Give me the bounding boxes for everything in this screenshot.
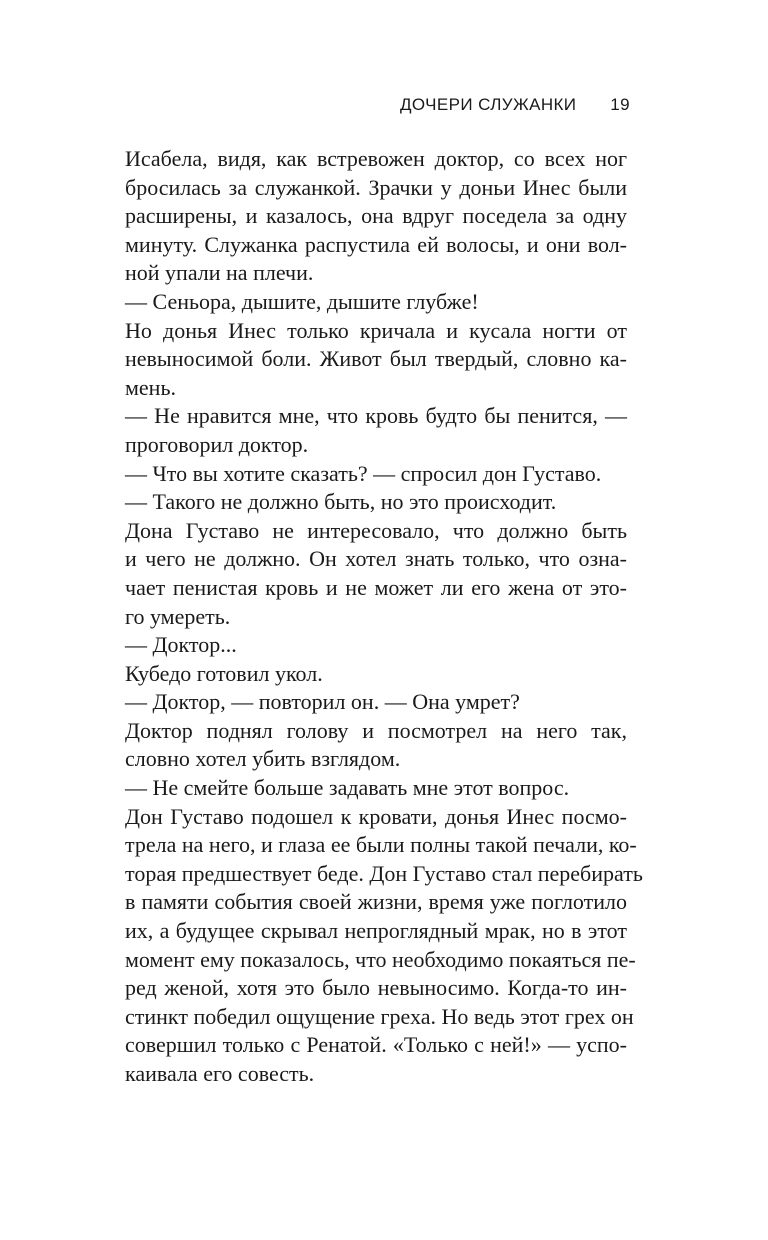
text-line: совершил только с Ренатой. «Только с ней!» — успо-: [125, 1032, 627, 1058]
body-text: [125, 145, 643, 1089]
paragraph: [125, 717, 627, 774]
paragraph: [125, 145, 627, 288]
text-line: чает пенистая кровь и не может ли его жена от это-: [125, 574, 627, 600]
text-line: в памяти события своей жизни, время уже поглотило: [125, 889, 627, 915]
text-line: торая предшествует беде. Дон Густаво стал перебирать: [125, 860, 643, 886]
paragraph: [125, 774, 627, 803]
paragraph: [125, 631, 627, 660]
paragraph: [125, 660, 627, 689]
paragraph: [125, 803, 643, 1089]
text-line: ред женой, хотя это было невыносимо. Когда-то ин-: [125, 975, 627, 1001]
text-line: Но донья Инес только кричала и кусала ногти от: [125, 317, 627, 343]
paragraph: [125, 517, 627, 631]
text-line: — Не смейте больше задавать мне этот вопрос.: [125, 775, 570, 801]
text-line: Дона Густаво не интересовало, что должно быть: [125, 517, 627, 543]
text-line: момент ему показалось, что необходимо покаяться пе-: [125, 946, 636, 972]
text-line: — Такого не должно быть, но это происходит.: [125, 489, 557, 515]
text-line: — Что вы хотите сказать? — спросил дон Густаво.: [125, 460, 602, 486]
running-header: [400, 95, 630, 119]
text-line: Кубедо готовил укол.: [125, 660, 323, 686]
page-number: 19: [610, 95, 630, 114]
text-line: и чего не должно. Он хотел знать только, что озна-: [125, 546, 627, 572]
text-line: ной упали на плечи.: [125, 260, 314, 286]
text-line: трела на него, и глаза ее были полны такой печали, ко-: [125, 832, 637, 858]
text-line: каивала его совесть.: [125, 1061, 315, 1086]
text-line: мень.: [125, 374, 176, 400]
text-line: Исабела, видя, как встревожен доктор, со всех ног: [125, 146, 627, 171]
text-line: Доктор поднял голову и посмотрел на него так,: [125, 717, 627, 743]
paragraph: [125, 688, 627, 717]
paragraph: [125, 288, 627, 317]
paragraph: [125, 488, 627, 517]
text-line: бросилась за служанкой. Зрачки у доньи Инес были: [125, 174, 627, 200]
text-line: расширены, и казалось, она вдруг поседела за одну: [125, 203, 627, 229]
text-line: минуту. Служанка распустила ей волосы, и они вол-: [125, 231, 627, 257]
text-line: Дон Густаво подошел к кровати, донья Инес посмо-: [125, 803, 627, 829]
paragraph: [125, 402, 627, 459]
text-line: — Доктор, — повторил он. — Она умрет?: [125, 689, 520, 715]
text-line: — Сеньора, дышите, дышите глубже!: [125, 288, 479, 314]
text-line: проговорил доктор.: [125, 431, 309, 457]
text-line: их, а будущее скрывал непроглядный мрак, но в этот: [125, 918, 627, 944]
text-line: — Не нравится мне, что кровь будто бы пенится, —: [125, 403, 627, 429]
text-line: словно хотел убить взглядом.: [125, 746, 401, 772]
paragraph: [125, 317, 627, 403]
text-line: стинкт победил ощущение греха. Но ведь этот грех он: [125, 1003, 634, 1029]
paragraph: [125, 460, 627, 489]
text-line: — Доктор...: [125, 632, 237, 658]
text-line: го умереть.: [125, 603, 231, 629]
running-title: ДОЧЕРИ СЛУЖАНКИ: [400, 95, 577, 114]
text-line: невыносимой боли. Живот был твердый, словно ка-: [125, 346, 627, 372]
